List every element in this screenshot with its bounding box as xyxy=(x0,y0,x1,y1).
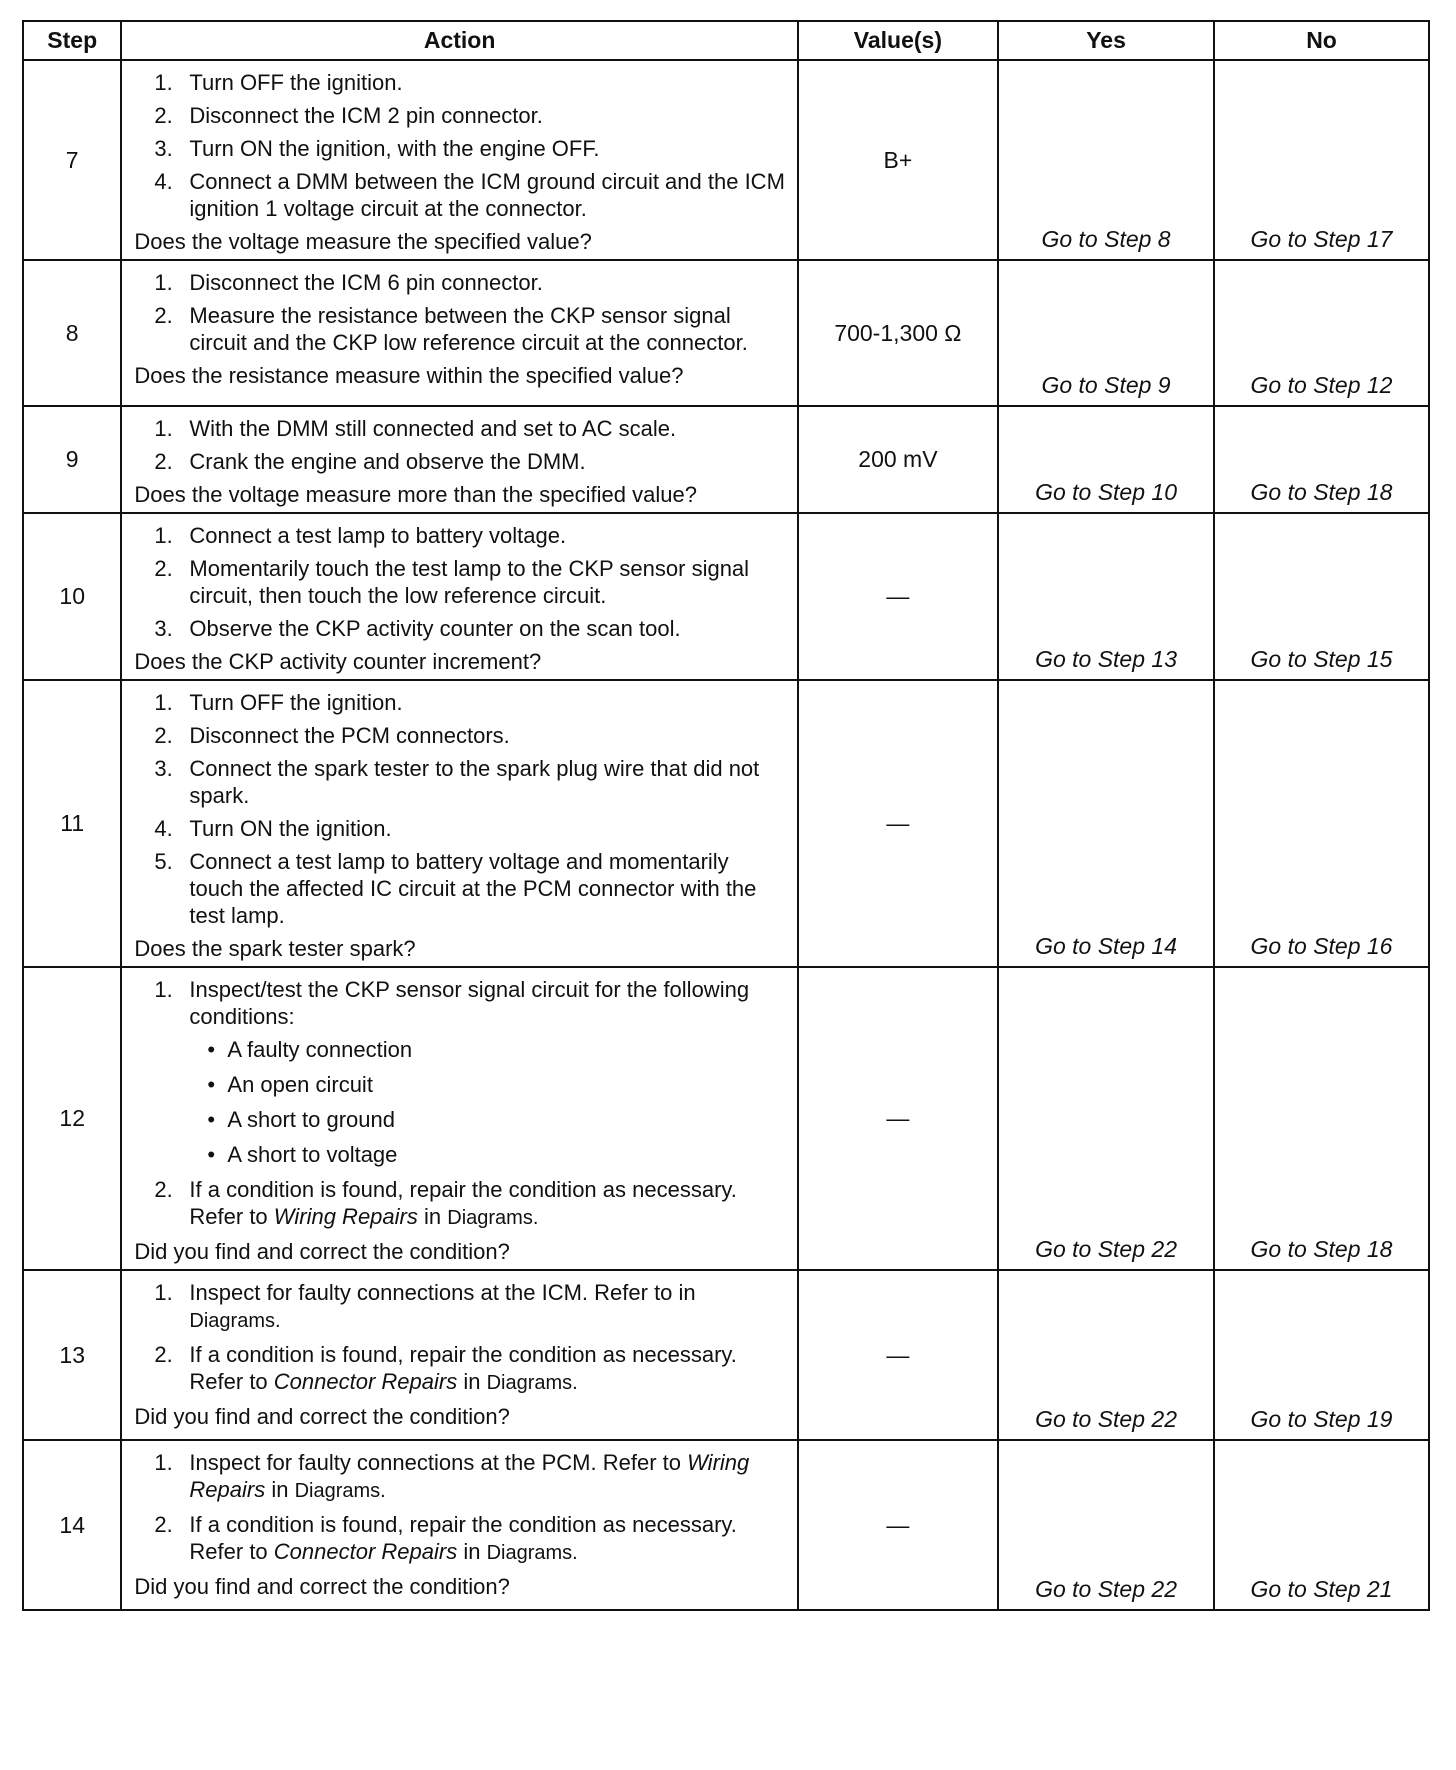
bullet-icon: • xyxy=(207,1142,216,1167)
step-text: Crank the engine and observe the DMM. xyxy=(189,449,586,474)
step-index: 3. xyxy=(154,136,173,161)
action-step-item xyxy=(134,689,786,716)
step-index: 2. xyxy=(154,723,173,748)
step-index: 4. xyxy=(154,169,173,194)
step-number: 7 xyxy=(23,60,121,260)
step-number: 10 xyxy=(23,513,121,680)
step-index: 1. xyxy=(154,270,173,295)
action-step-item xyxy=(134,135,786,162)
spec-value: — xyxy=(798,680,998,967)
reference-in: in xyxy=(424,1204,442,1229)
action-step-item xyxy=(134,848,786,929)
header-action: Action xyxy=(121,21,797,60)
step-text: Connect a test lamp to battery voltage. xyxy=(189,523,567,548)
condition-item xyxy=(189,1071,786,1098)
condition-item xyxy=(189,1141,786,1168)
reference-link: Wiring Repairs xyxy=(189,1450,750,1502)
action-steps xyxy=(134,1449,786,1567)
action-step-item xyxy=(134,755,786,809)
step-index: 4. xyxy=(154,816,173,841)
no-goto: Go to Step 18 xyxy=(1214,967,1429,1270)
no-goto: Go to Step 12 xyxy=(1214,260,1429,406)
table-row xyxy=(23,260,1429,406)
action-question: Does the resistance measure within the specified value? xyxy=(134,363,684,388)
step-text: With the DMM still connected and set to AC scale. xyxy=(189,416,677,441)
action-steps xyxy=(134,522,786,642)
yes-goto: Go to Step 9 xyxy=(998,260,1214,406)
yes-goto: Go to Step 13 xyxy=(998,513,1214,680)
table-body xyxy=(23,60,1429,1610)
spec-value: — xyxy=(798,1270,998,1440)
action-steps xyxy=(134,1279,786,1397)
reference-in: in xyxy=(271,1477,289,1502)
action-step-item xyxy=(134,1279,786,1335)
spec-value: — xyxy=(798,1440,998,1610)
action-steps xyxy=(134,976,786,1232)
no-goto: Go to Step 16 xyxy=(1214,680,1429,967)
action-step-item xyxy=(134,615,786,642)
step-number: 8 xyxy=(23,260,121,406)
bullet-icon: • xyxy=(207,1072,216,1097)
action-question: Did you find and correct the condition? xyxy=(134,1404,510,1429)
no-goto: Go to Step 21 xyxy=(1214,1440,1429,1610)
action-steps xyxy=(134,69,786,222)
step-index: 3. xyxy=(154,756,173,781)
yes-goto: Go to Step 14 xyxy=(998,680,1214,967)
step-number: 9 xyxy=(23,406,121,513)
no-goto: Go to Step 18 xyxy=(1214,406,1429,513)
spec-value: — xyxy=(798,513,998,680)
spec-value: 200 mV xyxy=(798,406,998,513)
reference-document: Diagrams. xyxy=(447,1207,539,1229)
header-yes: Yes xyxy=(998,21,1214,60)
condition-item xyxy=(189,1106,786,1133)
action-cell xyxy=(121,1440,797,1610)
action-step-item xyxy=(134,555,786,609)
header-row xyxy=(23,21,1429,60)
yes-goto: Go to Step 22 xyxy=(998,967,1214,1270)
action-step-item xyxy=(134,522,786,549)
reference-in: in xyxy=(463,1539,481,1564)
step-text: Connect a DMM between the ICM ground circuit and the ICM ignition 1 voltage circuit at the connector. xyxy=(189,169,785,221)
table-row xyxy=(23,513,1429,680)
step-index: 1. xyxy=(154,416,173,441)
condition-item xyxy=(189,1036,786,1063)
action-step-item xyxy=(134,815,786,842)
condition-list xyxy=(189,1036,786,1168)
step-index: 2. xyxy=(154,1342,173,1367)
step-text: Connect the spark tester to the spark plug wire that did not spark. xyxy=(189,756,760,808)
step-text: Inspect for faulty connections at the ICM. Refer to in xyxy=(189,1280,696,1305)
diagnostic-table xyxy=(22,20,1430,1611)
action-step-item xyxy=(134,302,786,356)
table-row xyxy=(23,1270,1429,1440)
bullet-icon: • xyxy=(207,1107,216,1132)
step-number: 12 xyxy=(23,967,121,1270)
action-steps xyxy=(134,415,786,475)
action-question: Does the spark tester spark? xyxy=(134,936,416,961)
step-index: 3. xyxy=(154,616,173,641)
action-step-item xyxy=(134,722,786,749)
action-step-item xyxy=(134,1341,786,1397)
step-index: 2. xyxy=(154,1512,173,1537)
spec-value: — xyxy=(798,967,998,1270)
step-index: 5. xyxy=(154,849,173,874)
step-text: Inspect/test the CKP sensor signal circuit for the following conditions: xyxy=(189,977,750,1029)
table-row xyxy=(23,60,1429,260)
step-text: Inspect for faulty connections at the PCM. Refer to xyxy=(189,1450,681,1475)
step-text: Turn OFF the ignition. xyxy=(189,690,403,715)
step-text: Disconnect the ICM 6 pin connector. xyxy=(189,270,543,295)
action-question: Does the voltage measure the specified value? xyxy=(134,229,592,254)
action-step-item xyxy=(134,102,786,129)
reference-in: in xyxy=(463,1369,481,1394)
step-number: 11 xyxy=(23,680,121,967)
yes-goto: Go to Step 8 xyxy=(998,60,1214,260)
reference-document: Diagrams. xyxy=(486,1372,578,1394)
action-step-item xyxy=(134,448,786,475)
yes-goto: Go to Step 22 xyxy=(998,1270,1214,1440)
step-text: Disconnect the PCM connectors. xyxy=(189,723,510,748)
header-values: Value(s) xyxy=(798,21,998,60)
action-question: Does the CKP activity counter increment? xyxy=(134,649,542,674)
step-text: If a condition is found, repair the condition as necessary. Refer to xyxy=(189,1177,737,1229)
no-goto: Go to Step 15 xyxy=(1214,513,1429,680)
step-index: 1. xyxy=(154,1280,173,1305)
step-index: 2. xyxy=(154,556,173,581)
yes-goto: Go to Step 22 xyxy=(998,1440,1214,1610)
table-row xyxy=(23,967,1429,1270)
step-number: 14 xyxy=(23,1440,121,1610)
step-text: If a condition is found, repair the condition as necessary. Refer to xyxy=(189,1342,737,1394)
action-step-item xyxy=(134,269,786,296)
table-row xyxy=(23,680,1429,967)
condition-text: An open circuit xyxy=(227,1072,373,1097)
header-step: Step xyxy=(23,21,121,60)
header-no: No xyxy=(1214,21,1429,60)
step-text: If a condition is found, repair the condition as necessary. Refer to xyxy=(189,1512,737,1564)
no-goto: Go to Step 19 xyxy=(1214,1270,1429,1440)
step-index: 2. xyxy=(154,1177,173,1202)
condition-text: A short to ground xyxy=(227,1107,395,1132)
step-index: 1. xyxy=(154,70,173,95)
action-step-item xyxy=(134,168,786,222)
action-cell xyxy=(121,680,797,967)
no-goto: Go to Step 17 xyxy=(1214,60,1429,260)
step-index: 1. xyxy=(154,690,173,715)
action-step-item xyxy=(134,415,786,442)
table-row xyxy=(23,1440,1429,1610)
reference-document: Diagrams. xyxy=(294,1480,386,1502)
reference-link: Connector Repairs xyxy=(273,1369,458,1394)
reference-link: Connector Repairs xyxy=(273,1539,458,1564)
action-question: Did you find and correct the condition? xyxy=(134,1239,510,1264)
step-index: 1. xyxy=(154,977,173,1002)
action-step-item xyxy=(134,1449,786,1505)
action-step-item xyxy=(134,1511,786,1567)
spec-value: B+ xyxy=(798,60,998,260)
action-cell xyxy=(121,60,797,260)
step-index: 2. xyxy=(154,303,173,328)
action-cell xyxy=(121,513,797,680)
condition-text: A short to voltage xyxy=(227,1142,398,1167)
action-cell xyxy=(121,967,797,1270)
action-steps xyxy=(134,269,786,356)
action-steps xyxy=(134,689,786,929)
yes-goto: Go to Step 10 xyxy=(998,406,1214,513)
reference-document: Diagrams. xyxy=(189,1310,281,1332)
action-cell xyxy=(121,406,797,513)
table-row xyxy=(23,406,1429,513)
condition-text: A faulty connection xyxy=(227,1037,413,1062)
action-question: Did you find and correct the condition? xyxy=(134,1574,510,1599)
step-index: 1. xyxy=(154,1450,173,1475)
step-text: Connect a test lamp to battery voltage and momentarily touch the affected IC circuit at the PCM connector with the test lamp. xyxy=(189,849,757,928)
step-index: 1. xyxy=(154,523,173,548)
step-text: Momentarily touch the test lamp to the CKP sensor signal circuit, then touch the low reference circuit. xyxy=(189,556,750,608)
step-text: Turn ON the ignition, with the engine OFF. xyxy=(189,136,600,161)
table-header xyxy=(23,21,1429,60)
reference-document: Diagrams. xyxy=(486,1542,578,1564)
step-text: Disconnect the ICM 2 pin connector. xyxy=(189,103,543,128)
step-text: Observe the CKP activity counter on the scan tool. xyxy=(189,616,681,641)
action-question: Does the voltage measure more than the specified value? xyxy=(134,482,697,507)
step-index: 2. xyxy=(154,449,173,474)
spec-value: 700-1,300 Ω xyxy=(798,260,998,406)
step-index: 2. xyxy=(154,103,173,128)
step-text: Turn ON the ignition. xyxy=(189,816,392,841)
bullet-icon: • xyxy=(207,1037,216,1062)
action-step-item xyxy=(134,1176,786,1232)
reference-link: Wiring Repairs xyxy=(273,1204,418,1229)
action-step-item xyxy=(134,69,786,96)
action-step-item xyxy=(134,976,786,1168)
action-cell xyxy=(121,260,797,406)
step-number: 13 xyxy=(23,1270,121,1440)
step-text: Measure the resistance between the CKP sensor signal circuit and the CKP low reference circuit at the connector. xyxy=(189,303,748,355)
action-cell xyxy=(121,1270,797,1440)
step-text: Turn OFF the ignition. xyxy=(189,70,403,95)
